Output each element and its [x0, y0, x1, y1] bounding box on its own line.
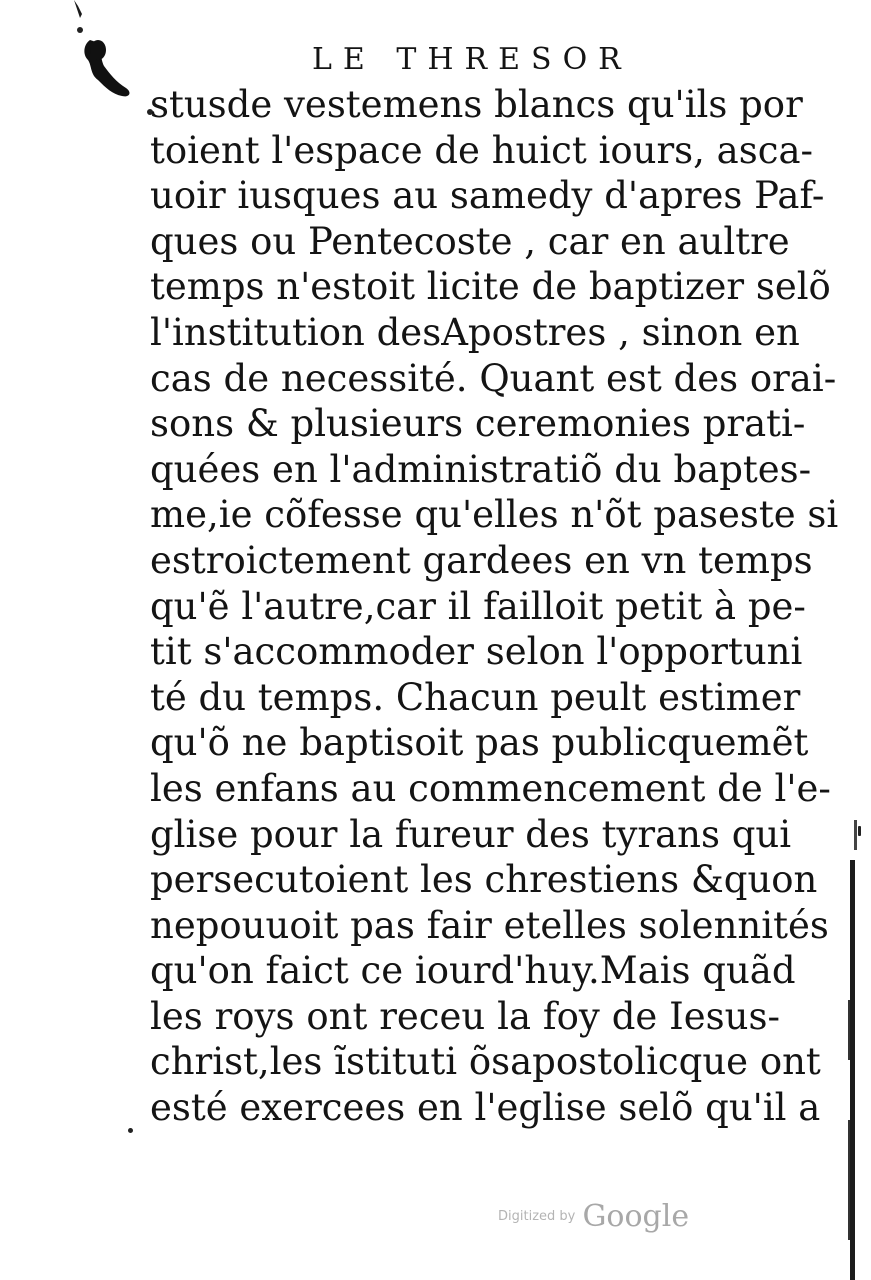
- text-line: té du temps. Chacun peult estimer: [150, 675, 801, 719]
- text-line: quées en l'administratiõ du baptes-: [150, 447, 812, 491]
- binding-shadow: [846, 820, 860, 1280]
- text-line: sons & plusieurs ceremonies prati-: [150, 402, 806, 446]
- text-line: uoir iusques au samedy d'apres Paf-: [150, 174, 825, 218]
- text-line: christ,les ĩstituti õsapostolicque ont: [150, 1040, 821, 1084]
- text-line: persecutoient les chrestiens &quon: [150, 858, 818, 902]
- text-line: tit s'accommoder selon l'opportuni: [150, 630, 803, 674]
- text-line: ques ou Pentecoste , car en aultre: [150, 219, 790, 263]
- body-text: [150, 82, 839, 1131]
- text-line: qu'õ ne baptisoit pas publicquemẽt: [150, 721, 809, 765]
- text-line: qu'on faict ce iourd'huy.Mais quãd: [150, 949, 796, 993]
- text-line: temps n'estoit licite de baptizer selõ: [150, 265, 831, 309]
- stray-ink-dot: [858, 826, 861, 836]
- ink-blot-mark: [60, 0, 160, 120]
- text-line: qu'ẽ l'autre,car il failloit petit à pe-: [150, 584, 806, 628]
- running-head: LE THRESOR: [312, 42, 632, 77]
- google-logo-text: Google: [582, 1199, 690, 1234]
- text-line: cas de necessité. Quant est des orai-: [150, 356, 837, 400]
- text-line: nepouuoit pas fair etelles solennités: [150, 903, 829, 947]
- text-line: esté exercees en l'eglise selõ qu'il a: [150, 1086, 821, 1130]
- text-line: stusde vestemens blancs qu'ils por: [150, 83, 803, 126]
- text-line: me,ie cõfesse qu'elles n'õt paseste si: [150, 493, 839, 537]
- digitized-by-label: Digitized by: [498, 1209, 576, 1224]
- text-line: les roys ont receu la foy de Iesus-: [150, 994, 780, 1038]
- text-line: l'institution desApostres , sinon en: [150, 310, 800, 354]
- text-line: toient l'espace de huict iours, asca-: [150, 128, 814, 172]
- text-line: estroictement gardees en vn temps: [150, 538, 813, 582]
- digitizer-watermark: [498, 1199, 689, 1234]
- text-line: les enfans au commencement de l'e-: [150, 766, 831, 810]
- text-line: glise pour la fureur des tyrans qui: [150, 812, 792, 856]
- stray-ink-dot: [128, 1128, 133, 1133]
